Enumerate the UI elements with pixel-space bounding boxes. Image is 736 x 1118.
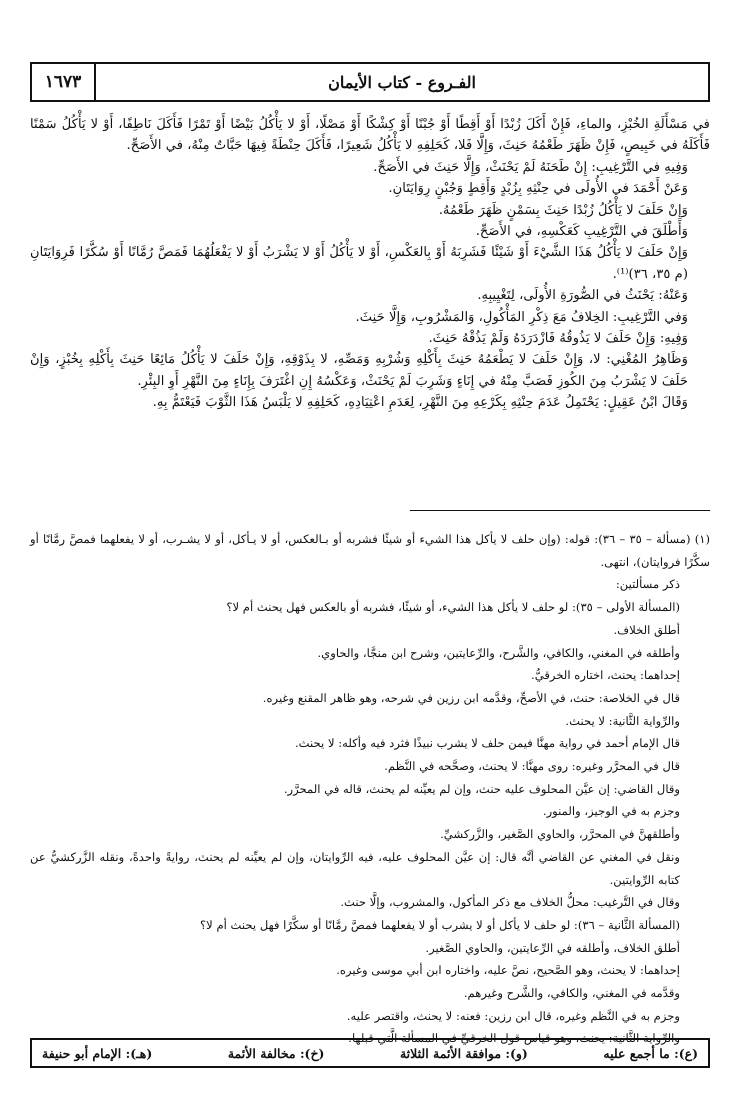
footnote-paragraph: وقال في التَّرغيب: محلُّ الخلاف مع ذكر المأكول، والمشروب، وإلَّا حنث.	[340, 895, 680, 910]
footnote-paragraph: إحداهما: يحنث، اختاره الخرقيُّ.	[531, 668, 680, 683]
running-header	[30, 62, 710, 102]
running-title: الفـروع - كتاب الأيمان	[328, 72, 476, 92]
footnote-paragraph: والرِّواية الثَّانية: يحنث، وهو قياس قول الخرقيِّ في المسألة الَّتي قبلها.	[348, 1031, 680, 1046]
main-paragraph: وَظَاهِرُ المُغْنِي: لا، وَإِنْ حَلَفَ لا يَطْعَمُهُ حَنِثَ بِأَكْلِهِ وَشُرْبِهِ وَمَصِّهِ، لا بِذَوْقِهِ، وَإِنْ حَلَفَ لا يَأْكُلُ مَائِعًا حَنِثَ بِأَكْلِهِ بِخُبْزٍ، وَإِنْ حَلَفَ لا يَشْرَبُ مِنَ الكُوزِ فَصَبَّ مِنْهُ في إِنَاءٍ وَشَرِبَ لَمْ يَحْنَثْ، وَعَكْسُهُ إِنِ اغْتَرَفَ بِإِنَاءٍ مِنَ النَّهْرِ أَوِ البِئْرِ.	[30, 352, 688, 389]
main-paragraph: وَعَنْ أَحْمَدَ في الأُولَى في حِنْثِهِ بِزُبْدٍ وَأَقِطٍ وَجُبْنٍ رِوَايَتَانِ.	[388, 181, 688, 197]
footnote-paragraph: وأطلقه في المغني، والكافي، والشَّرح، والرِّعايتين، وشرح ابن منجَّا، والحاوي.	[317, 645, 680, 660]
footnotes	[30, 528, 710, 1050]
main-paragraph: وَفِيهِ في التَّرْغِيبِ: إِنْ طَحَنَهُ لَمْ يَحْنَثْ، وَإِلَّا حَنِثَ في الأَصَحِّ.	[373, 159, 688, 175]
footnote-paragraph: والرِّواية الثَّانية: لا يحنث.	[565, 713, 680, 728]
footnote-paragraph: أطلق الخلاف.	[613, 622, 680, 637]
footnote-paragraph: ونقل في المغني عن القاضي أنَّه قال: إن عيَّن المحلوف عليه، فيه الرِّوايتان، وإن لم يعيِّنه لم يحنث، روايةً واحدةً، ونقله الزَّركشيُّ عن كتابه الرِّوايتين.	[30, 849, 680, 887]
main-paragraph: وَأَطْلَقَ في التَّرْغِيبِ كَعَكْسِهِ، في الأَصَحِّ.	[475, 224, 688, 240]
footnote-paragraph: وقال القاضي: إن عيَّن المحلوف عليه حنث، وإن لم يعيِّنه لم يحنث، قاله في المحرَّر.	[283, 781, 680, 796]
footnote-paragraph: إحداهما: لا يحنث، وهو الصَّحيح، نصَّ عليه، واختاره ابن أبي موسى وغيره.	[336, 963, 680, 978]
main-paragraph: وَقَالَ ابْنُ عَقِيلٍ: يَحْتَمِلُ عَدَمَ حِنْثِهِ بِكَرْعِهِ مِنَ النَّهْرِ، لِعَدَمِ اعْتِيَادِهِ، كَحَلِفِهِ لا يَلْبَسُ هَذَا الثَّوْبَ فَيَعْتَمُّ بِهِ.	[152, 395, 688, 411]
footnote-paragraph: قال الإمام أحمد في رواية مهنَّا فيمن حلف لا يشرب نبيذًا فثرد فيه وأكله: لا يحنث.	[294, 736, 680, 751]
abbr-consensus: (ع): ما أجمع عليه	[603, 1045, 698, 1061]
book-page	[30, 62, 710, 1072]
footnote-paragraph: وجزم به في الوجيز، والمنور.	[542, 804, 680, 819]
main-paragraph: وَإِنْ حَلَفَ لا يَأْكُلُ زُبْدًا حَنِثَ بِسَمْنٍ ظَهَرَ طَعْمُهُ.	[438, 202, 688, 218]
footnote-paragraph: (المسألة الثَّانية – ٣٦): لو حلف لا يأكل أو لا يشرب أو لا يفعلهما فمصَّ رمَّانًا أو سكَّرًا فهل يحنث أم لا؟	[200, 917, 680, 932]
main-paragraph: وَإِنْ حَلَفَ لا يَأْكُلُ هَذَا الشَّيْءَ أَوْ شَيْئًا فَشَرِبَهُ أَوْ بِالعَكْسِ، أَوْ لا يَأْكُلُ أَوْ لا يَشْرَبُ أَوْ لا يَفْعَلُهُمَا فَمَصَّ رُمَّانًا أَوْ سُكَّرًا فَرِوَايَتَانِ (م ٣٥، ٣٦)⁽¹⁾.	[30, 245, 688, 282]
footnote-paragraph: قال في المحرَّر وغيره: روى مهنَّا: لا يحنث، وصحَّحه في النَّظم.	[384, 759, 680, 774]
abbr-three-imams: (و): موافقة الأئمة الثلاثة	[399, 1045, 528, 1061]
footnote-paragraph: أطلق الخلاف، وأطلقه في الرِّعايتين، والحاوي الصَّغير.	[425, 940, 680, 955]
main-paragraph: وَعَنْهُ: يَحْنَثُ في الصُّورَةِ الأُولَى، لِتَغْيِيبِهِ.	[477, 288, 688, 304]
footnote-paragraph: وأطلقهنَّ في المحرَّر، والحاوي الصَّغير، والزَّركشيِّ.	[440, 827, 680, 842]
footnote-paragraph: وجزم به في النَّظم وغيره، قال ابن رزين: فعنه: لا يحنث، واقتصر عليه.	[346, 1008, 680, 1023]
abbreviations-footer	[30, 1038, 710, 1068]
footnote-paragraph: ذكر مسألتين:	[615, 577, 680, 592]
page-number: ١٦٧٣	[32, 64, 96, 100]
footnote-divider	[410, 510, 710, 511]
footnote-paragraph: وقدَّمه في المغني، والكافي، والشَّرح وغيرهم.	[463, 986, 680, 1001]
abbr-abu-hanifa: (هـ): الإمام أبو حنيفة	[42, 1045, 153, 1061]
main-text	[30, 114, 710, 414]
abbr-disagreement: (خ): مخالفة الأئمة	[227, 1045, 325, 1061]
footnote-paragraph: (المسألة الأولى – ٣٥): لو حلف لا يأكل هذا الشيء، أو شيئًا، فشربه أو بالعكس فهل يحنث أم لا؟	[226, 600, 680, 615]
main-paragraph: في مَسْأَلَةِ الخُبْزِ، والماءِ، فَإِنْ أَكَلَ زُبْدًا أَوْ أَقِطًا أَوْ جُبْنًا أَوْ كِشْكًا أَوْ مَصْلًا، أَوْ لا يَأْكُلُ بَيْضًا أَوْ تَمْرًا فَأَكَلَ نَاطِفًا، أَوْ لا يَأْكُلُ سَمْنًا فَأَكَلَهُ في خَبِيصٍ، فَإِنْ ظَهَرَ طَعْمُهُ حَنِثَ، وَإِلَّا فَلا، كَحَلِفِهِ لا يَأْكُلُ شَعِيرًا، فَأَكَلَ حِنْطَةً فِيهَا حَبَّاتٌ مِنْهُ، في الأَصَحِّ.	[30, 117, 710, 154]
footnote-paragraph: (١) (مسألة – ٣٥ – ٣٦): قوله: (وإن حلف لا يأكل هذا الشيء أو شيئًا فشربه أو بـالعكس، أو لا يـأكل، أو لا يشـرب، أو لا يفعلهما فمصَّ رمَّانًا أو سكَّرًا فروايتان)، انتهى.	[30, 532, 711, 569]
footnote-paragraph: قال في الخلاصة: حنث، في الأصحِّ، وقدَّمه ابن رزين في شرحه، وهو ظاهر المقنع وغيره.	[262, 690, 680, 705]
main-paragraph: وَفِيهِ: وَإِنْ حَلَفَ لا يَذُوقُهُ فَازْدَرَدَهُ وَلَمْ يَذُقْهُ حَنِثَ.	[428, 331, 688, 347]
main-paragraph: وَفي التَّرْغِيبِ: الخِلافُ مَعَ ذِكْرِ المَأْكُولِ، وَالمَشْرُوبِ، وَإِلَّا حَنِثَ.	[355, 309, 688, 325]
